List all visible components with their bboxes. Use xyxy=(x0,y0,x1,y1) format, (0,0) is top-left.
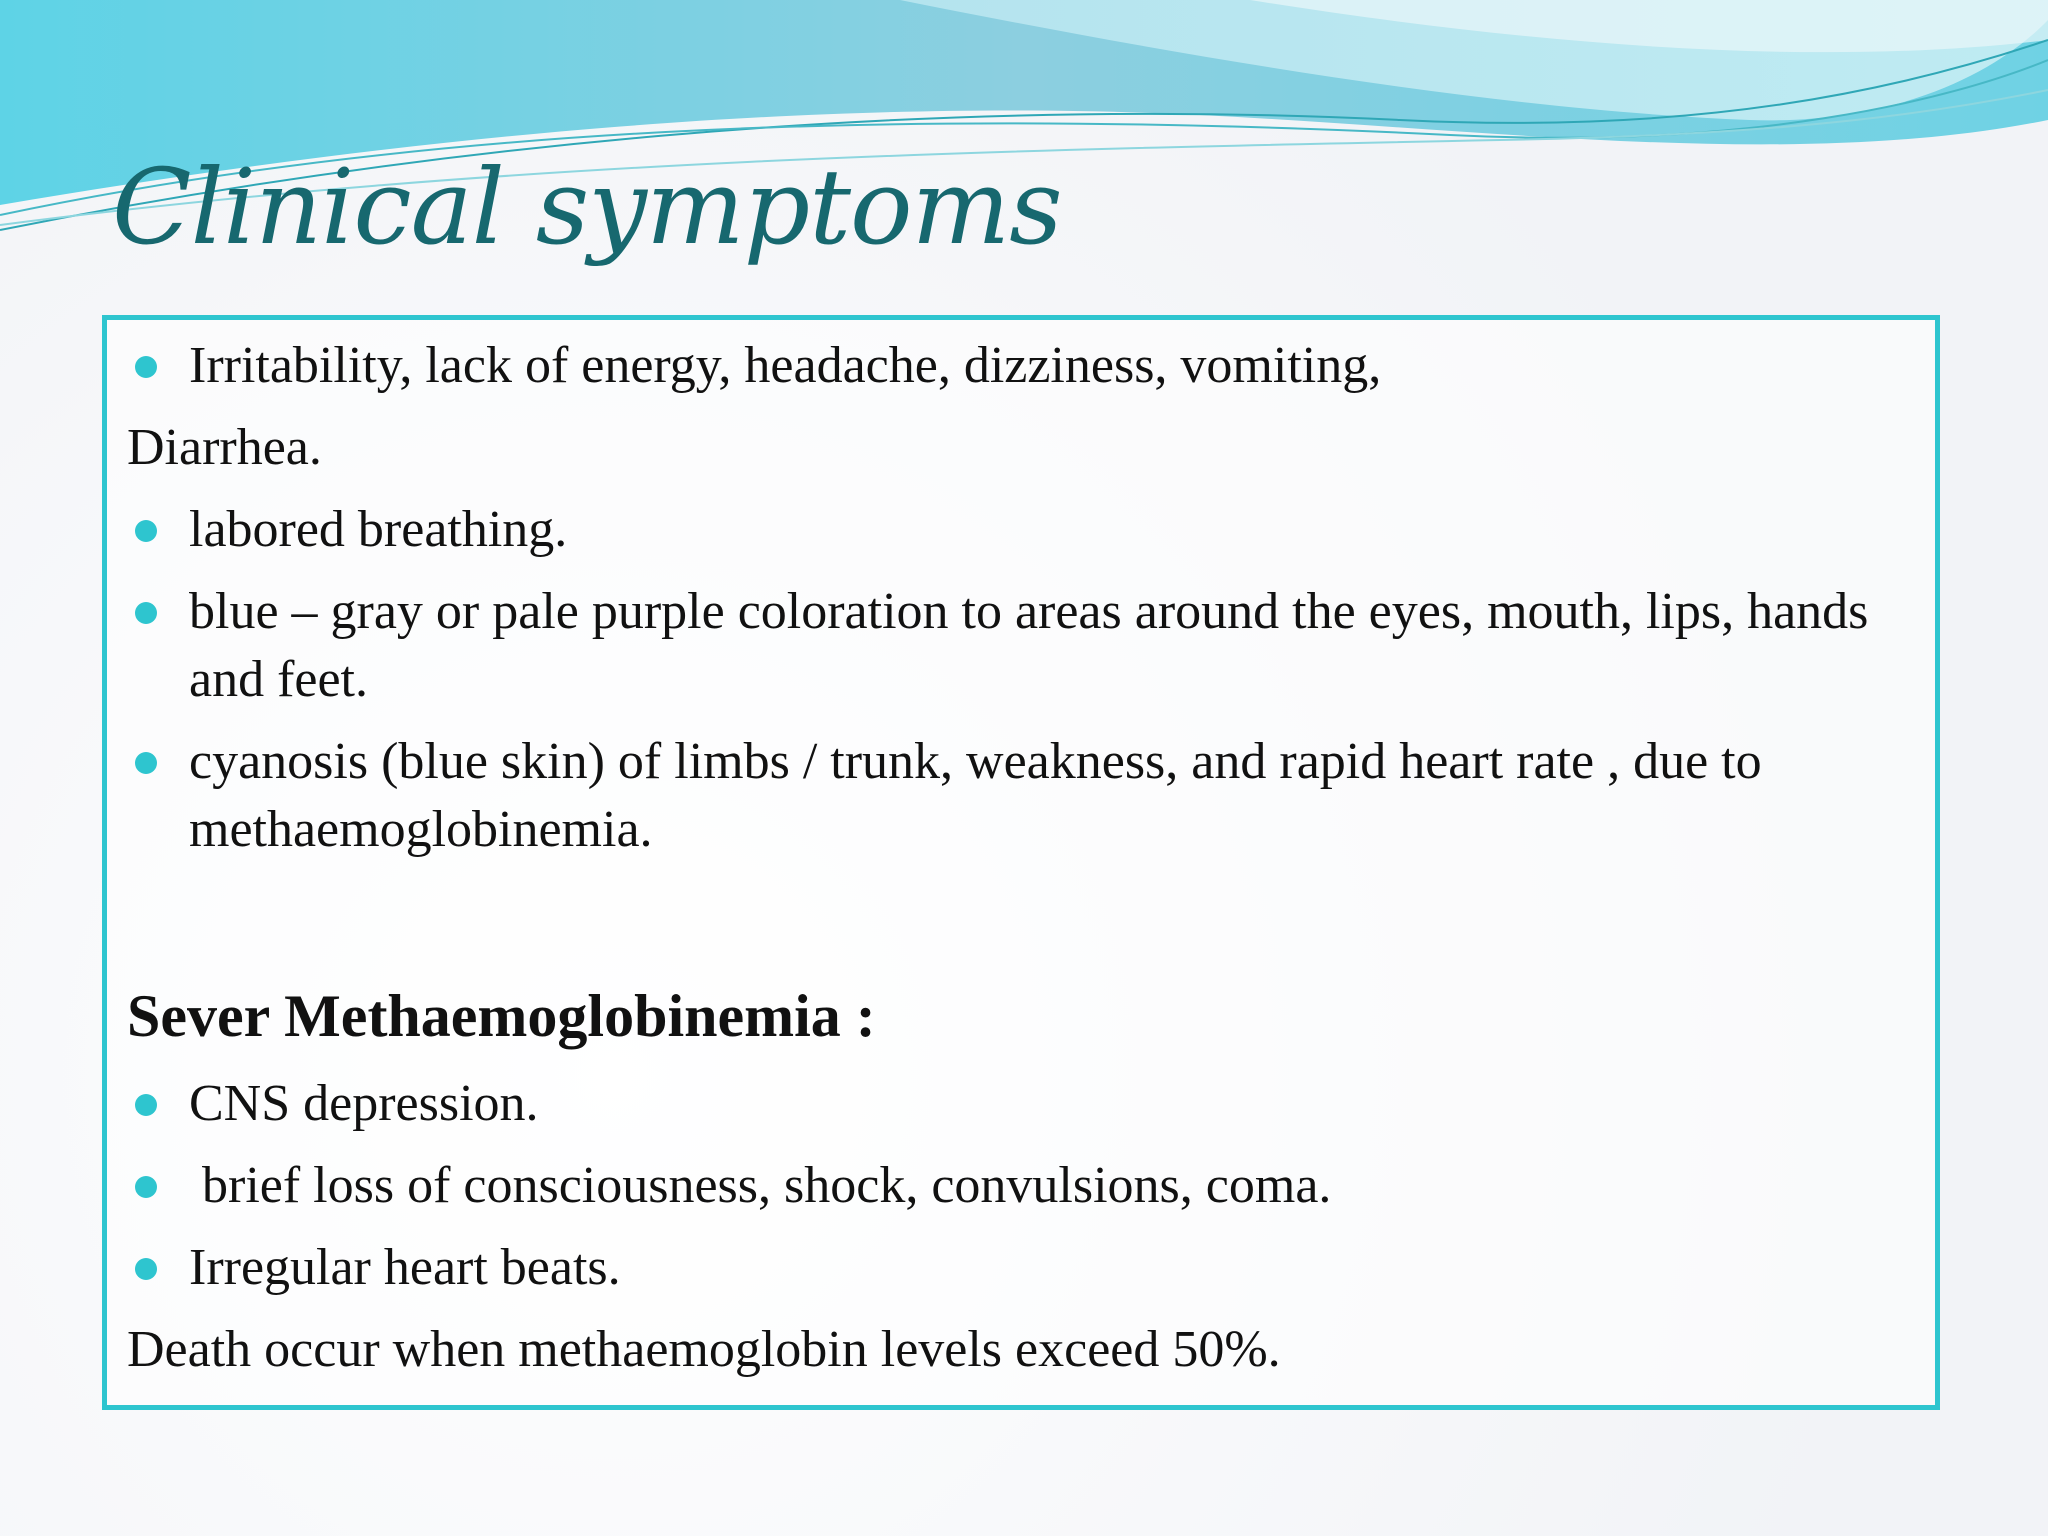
bullet-item xyxy=(127,728,1905,864)
bullet-item xyxy=(127,496,1905,564)
continuation-line: Diarrhea. xyxy=(127,419,322,476)
bullet-item xyxy=(127,1234,1905,1302)
bullet-text: cyanosis (blue skin) of limbs / trunk, weakness, and rapid heart rate , due to methaemoglobinemia. xyxy=(189,733,1762,858)
slide-title: Clinical symptoms xyxy=(112,146,1062,268)
closing-line: Death occur when methaemoglobin levels exceed 50%. xyxy=(127,1321,1281,1378)
bullet-text: blue – gray or pale purple coloration to areas around the eyes, mouth, lips, hands and feet. xyxy=(189,583,1869,708)
bullet-dot-icon xyxy=(135,1258,157,1280)
bullet-text: Irregular heart beats. xyxy=(189,1239,621,1296)
bullet-text: CNS depression. xyxy=(189,1075,539,1132)
bullet-dot-icon xyxy=(135,520,157,542)
bullet-item xyxy=(127,1152,1905,1220)
bullet-text: labored breathing. xyxy=(189,501,568,558)
bullet-text: Irritability, lack of energy, headache, dizziness, vomiting, xyxy=(189,337,1382,394)
bullet-text: brief loss of consciousness, shock, convulsions, coma. xyxy=(189,1157,1332,1214)
bullet-item xyxy=(127,1070,1905,1138)
section-subheading: Sever Methaemoglobinemia : xyxy=(127,983,876,1049)
bullet-dot-icon xyxy=(135,752,157,774)
bullet-dot-icon xyxy=(135,602,157,624)
bullet-dot-icon xyxy=(135,1176,157,1198)
bullet-item xyxy=(127,578,1905,714)
bullet-dot-icon xyxy=(135,1094,157,1116)
bullet-dot-icon xyxy=(135,356,157,378)
content-box xyxy=(102,315,1940,1410)
bullet-item xyxy=(127,332,1905,400)
